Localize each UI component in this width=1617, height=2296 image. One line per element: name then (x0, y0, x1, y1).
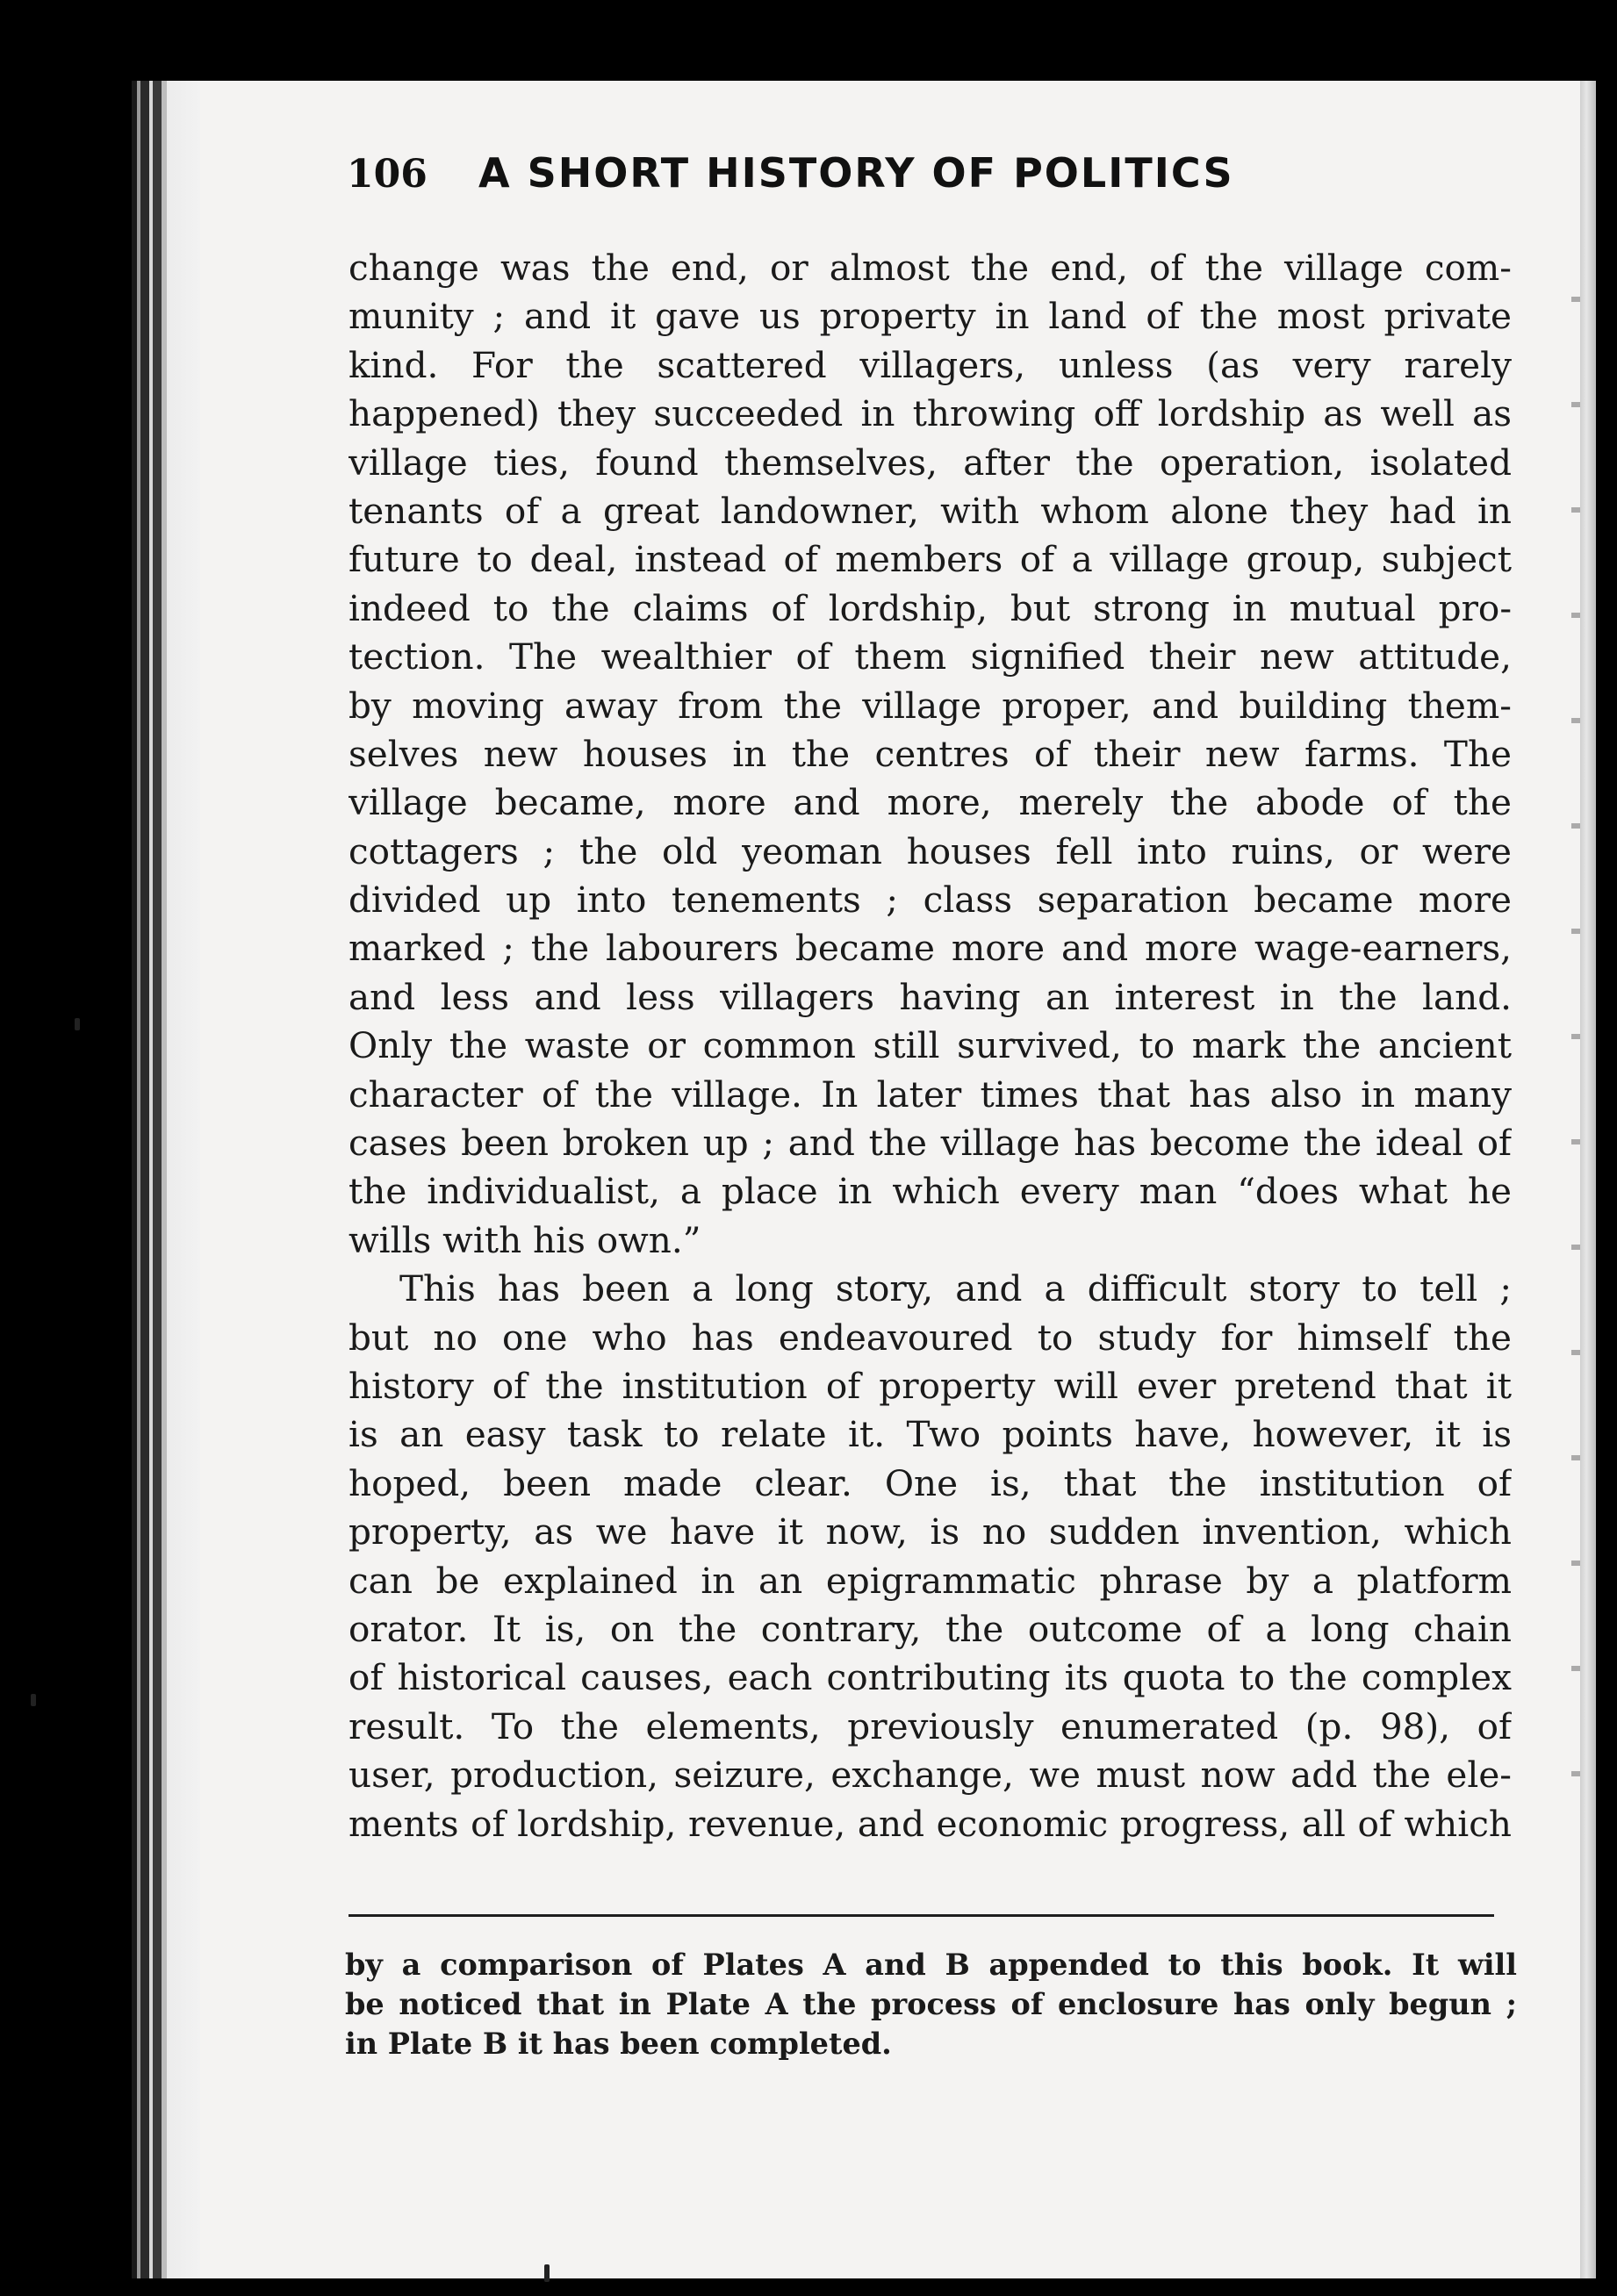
text-line: future to deal, instead of members of a village group, subject (349, 538, 1512, 581)
text-line: village ties, found themselves, after the operation, isolated (349, 441, 1512, 484)
text-line: cases been broken up ; and the village has become the ideal of (349, 1122, 1512, 1165)
text-line: divided up into tenements ; class separation became more (349, 879, 1512, 922)
text-line: tection. The wealthier of them signified their new attitude, (349, 635, 1512, 678)
text-line: cottagers ; the old yeoman houses fell into ruins, or were (349, 829, 1512, 872)
footnote-rule (349, 1914, 1494, 1917)
text-line: user, production, seizure, exchange, we must now add the ele- (349, 1754, 1512, 1797)
footnote-line: by a comparison of Plates A and B appended to this book. It will (345, 1948, 1517, 1982)
text-line: ments of lordship, revenue, and economic progress, all of which (349, 1802, 1512, 1845)
footnote (345, 1945, 1517, 2063)
text-line: selves new houses in the centres of their new farms. The (349, 732, 1512, 775)
text-line: hoped, been made clear. One is, that the institution of (349, 1461, 1512, 1504)
text-line: wills with his own.” (349, 1218, 701, 1261)
text-line: change was the end, or almost the end, of the village com- (349, 247, 1512, 289)
page-edge-marks (1571, 263, 1580, 1843)
text-line: but no one who has endeavoured to study for himself the (349, 1316, 1512, 1359)
footnote-line: in Plate B it has been completed. (345, 2027, 892, 2061)
scan-speck (31, 1694, 36, 1706)
scan-speck (544, 2264, 550, 2282)
page-number: 106 (347, 152, 428, 197)
text-line: munity ; and it gave us property in land of the most private (349, 295, 1512, 338)
page-right-edge (1580, 81, 1596, 2278)
running-header (347, 149, 1488, 211)
text-line: history of the institution of property will ever pretend that it (349, 1364, 1512, 1407)
text-line: character of the village. In later times that has also in many (349, 1073, 1512, 1116)
text-line: is an easy task to relate it. Two points have, however, it is (349, 1413, 1512, 1456)
text-line: village became, more and more, merely the abode of the (349, 781, 1512, 824)
text-line: the individualist, a place in which every man “does what he (349, 1170, 1512, 1213)
footnote-line: be noticed that in Plate A the process of enclosure has only begun ; (345, 1987, 1517, 2021)
body-text (349, 244, 1512, 1848)
book-binding-edge (132, 81, 200, 2278)
text-line: kind. For the scattered villagers, unless (as very rarely (349, 343, 1512, 386)
text-line: This has been a long story, and a difficult story to tell ; (399, 1267, 1512, 1310)
text-line: property, as we have it now, is no sudden invention, which (349, 1510, 1512, 1553)
text-line: of historical causes, each contributing its quota to the complex (349, 1656, 1512, 1699)
text-line: happened) they succeeded in throwing off lordship as well as (349, 392, 1512, 435)
text-line: orator. It is, on the contrary, the outcome of a long chain (349, 1607, 1512, 1650)
text-line: result. To the elements, previously enumerated (p. 98), of (349, 1704, 1512, 1747)
text-line: Only the waste or common still survived, to mark the ancient (349, 1024, 1512, 1067)
scan-speck (75, 1018, 80, 1030)
text-line: can be explained in an epigrammatic phrase by a platform (349, 1559, 1512, 1602)
text-line: tenants of a great landowner, with whom alone they had in (349, 489, 1512, 532)
text-line: and less and less villagers having an interest in the land. (349, 975, 1512, 1018)
text-line: indeed to the claims of lordship, but strong in mutual pro- (349, 586, 1512, 629)
text-line: by moving away from the village proper, and building them- (349, 684, 1512, 727)
text-line: marked ; the labourers became more and more wage-earners, (349, 927, 1512, 970)
running-title: A SHORT HISTORY OF POLITICS (478, 149, 1234, 197)
